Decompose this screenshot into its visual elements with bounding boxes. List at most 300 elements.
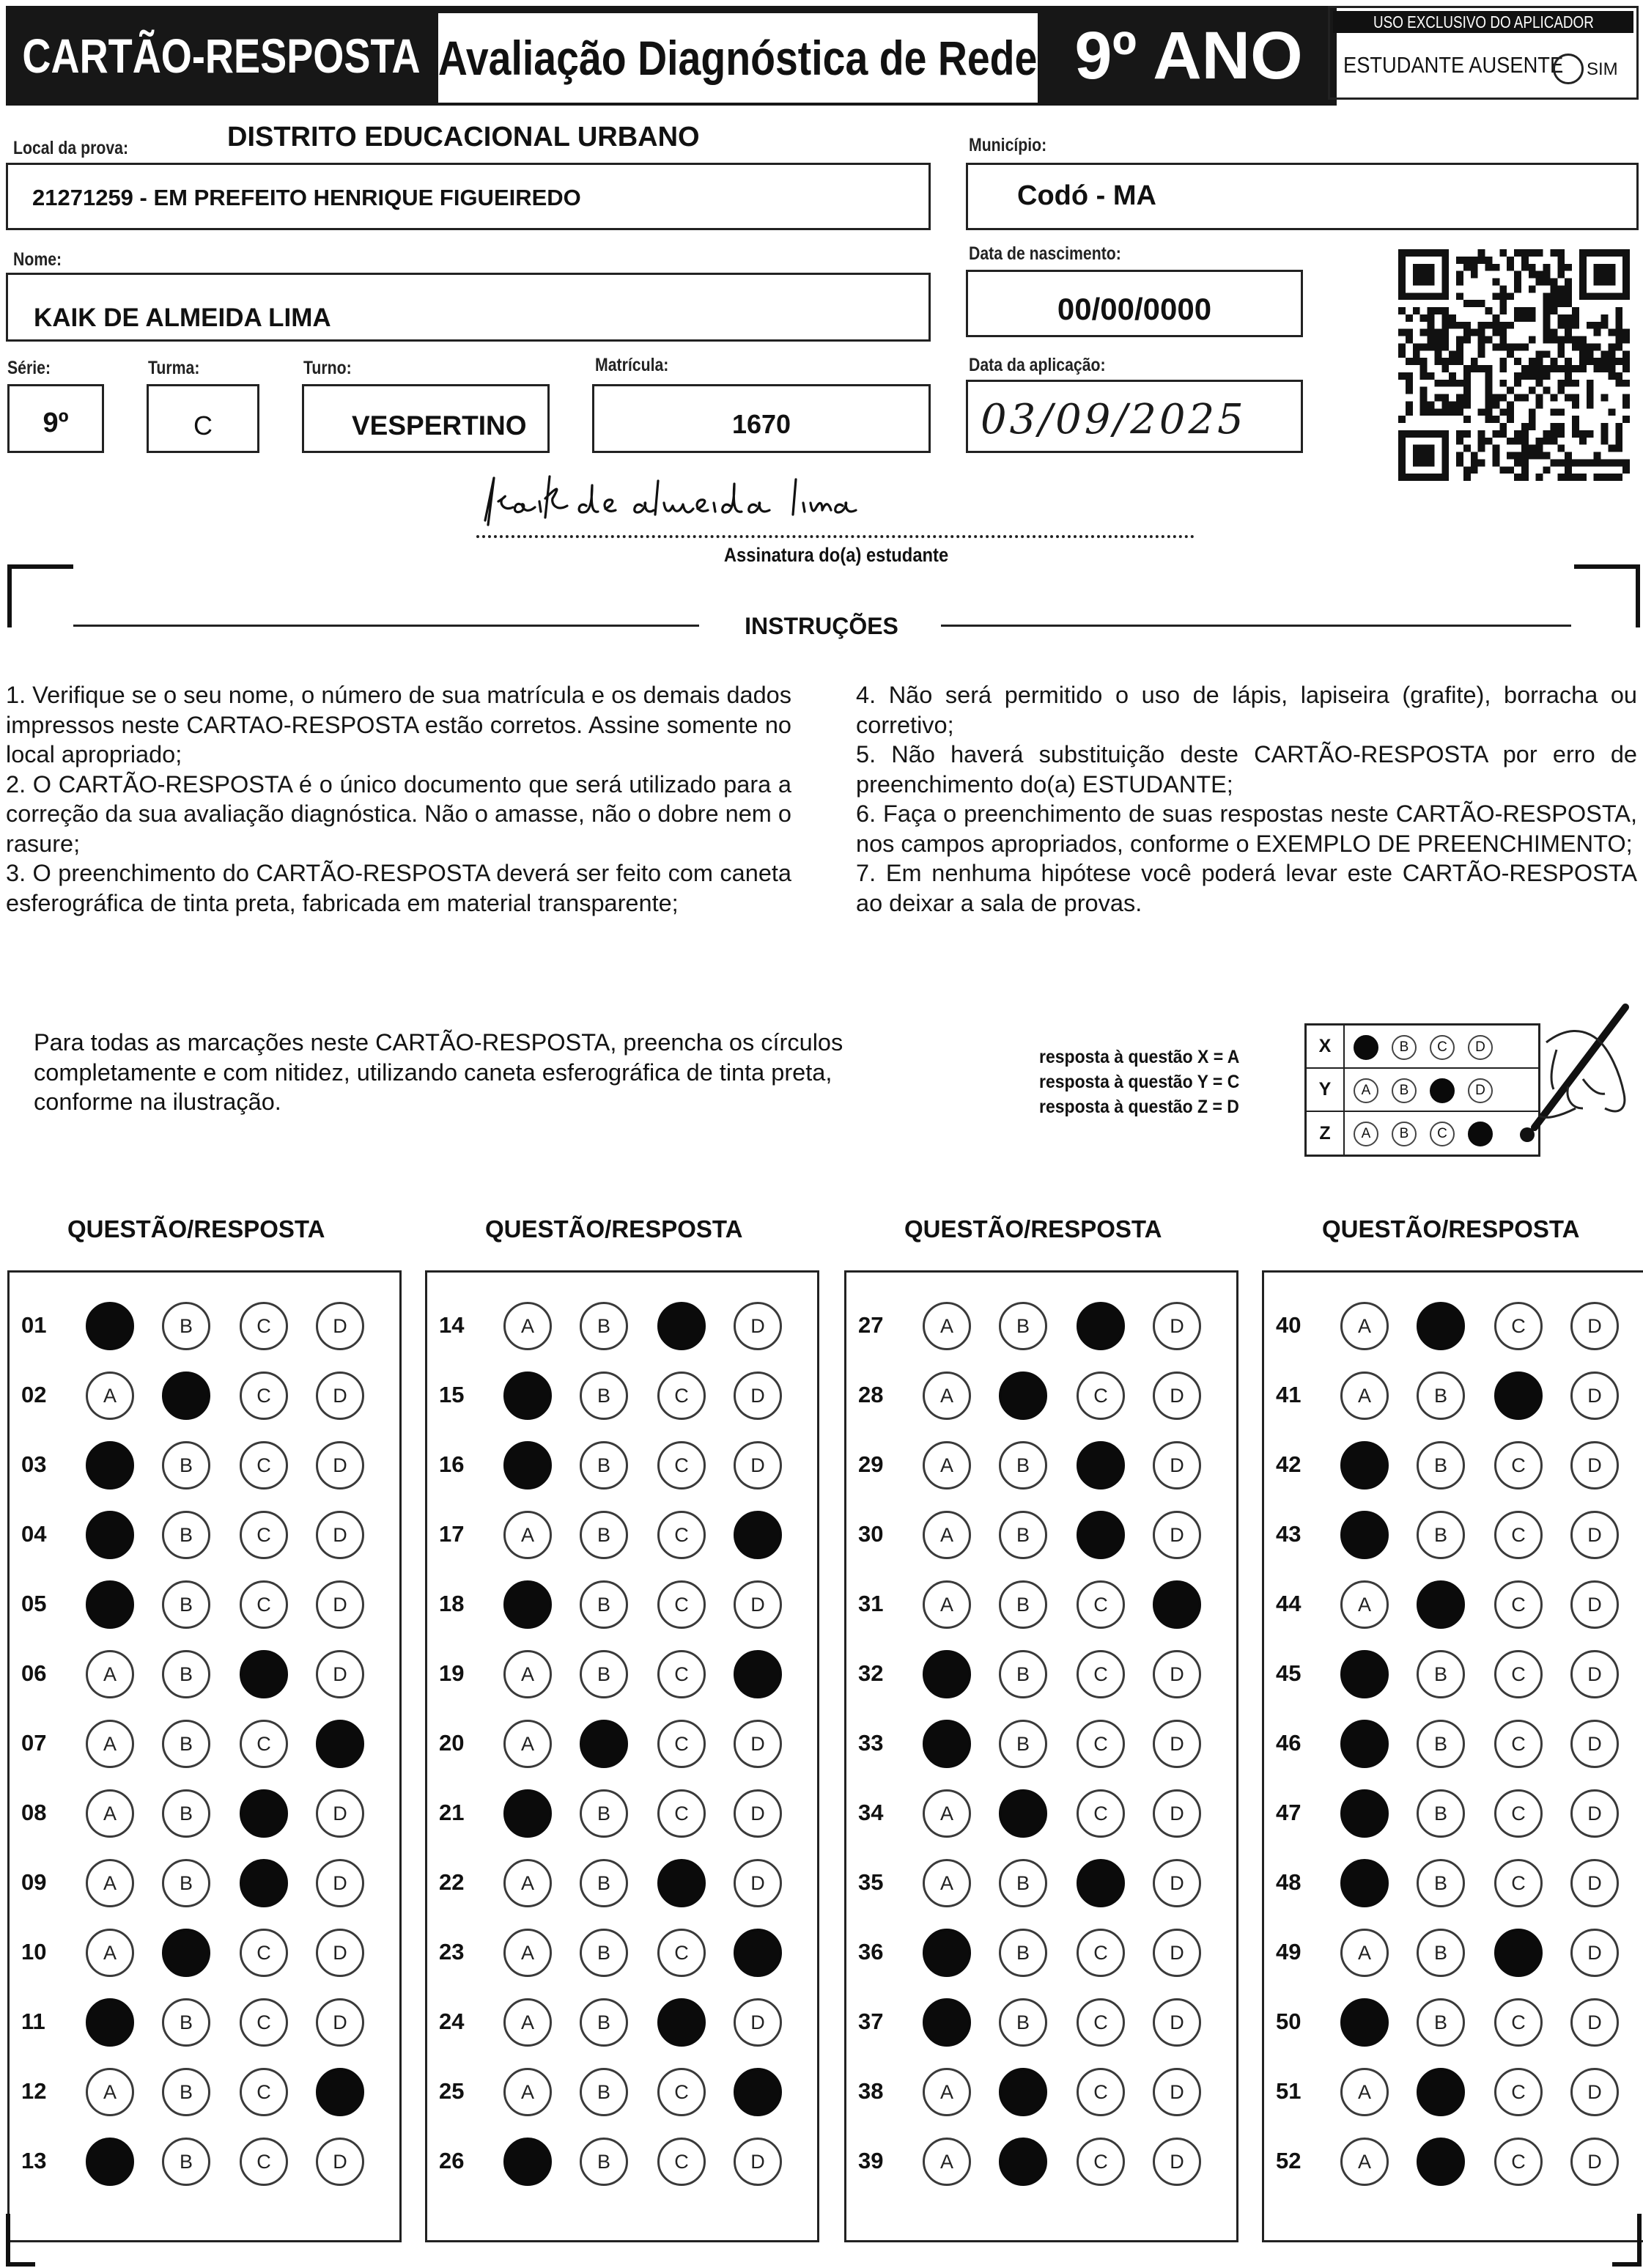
qr-module [1543,350,1551,358]
answer-bubble-c[interactable]: C [657,1720,706,1768]
answer-bubble-d[interactable]: D [734,1302,782,1350]
answer-bubble-b[interactable] [999,2138,1047,2186]
answer-bubble-d[interactable] [316,1720,364,1768]
answer-bubble-c[interactable]: C [1077,1650,1125,1698]
answer-bubble-d[interactable]: D [1570,2068,1619,2116]
answer-bubble-a[interactable] [86,1580,134,1629]
answer-bubble-a[interactable] [1340,1998,1389,2047]
answer-bubble-c[interactable]: C [240,1302,288,1350]
answer-bubble-d[interactable]: D [1570,1372,1619,1420]
qr-module [1499,466,1507,474]
answer-row [846,1576,1236,1635]
answer-bubble-d[interactable] [1153,1580,1201,1629]
qr-module [1492,459,1499,466]
answer-bubble-c[interactable]: C [240,2138,288,2186]
answer-bubble-c[interactable] [240,1789,288,1838]
qr-module [1601,394,1609,402]
answer-bubble-a[interactable]: A [923,2068,971,2116]
qr-module [1507,452,1514,460]
answer-bubble-d[interactable]: D [1153,1302,1201,1350]
answer-bubble-a[interactable]: A [923,1302,971,1350]
answer-bubble-c[interactable]: C [1077,1998,1125,2047]
answer-bubble-c[interactable]: C [240,1441,288,1490]
qr-module [1587,380,1594,387]
answer-bubble-c[interactable]: C [657,1511,706,1559]
answer-bubble-b[interactable] [999,2068,1047,2116]
qr-module [1420,394,1428,402]
answer-bubble-b[interactable]: B [1417,1789,1465,1838]
answer-bubble-a[interactable] [503,2138,552,2186]
answer-bubble-a[interactable]: A [1340,2138,1389,2186]
answer-bubble-c[interactable]: C [1077,1720,1125,1768]
answer-bubble-d[interactable]: D [316,1580,364,1629]
answer-bubble-d[interactable]: D [1153,1511,1201,1559]
answer-bubble-a[interactable] [86,1998,134,2047]
answer-bubble-c[interactable] [1077,1511,1125,1559]
qr-module [1608,445,1615,452]
answer-bubble-d[interactable]: D [1153,1998,1201,2047]
answer-bubble-d[interactable]: D [1153,1650,1201,1698]
instructions-right [856,680,1637,918]
answer-bubble-d[interactable]: D [316,1441,364,1490]
qr-module [1543,387,1551,394]
answer-bubble-a[interactable]: A [503,1998,552,2047]
qr-module [1478,408,1485,416]
answer-bubble-b[interactable]: B [162,1859,210,1907]
answer-bubble-a[interactable] [503,1372,552,1420]
qr-module [1543,365,1551,372]
answer-bubble-d[interactable]: D [316,1998,364,2047]
answer-bubble-c[interactable] [657,1859,706,1907]
qr-module [1565,474,1572,481]
answer-row [10,1994,399,2052]
qr-module [1456,358,1463,365]
qr-module [1521,264,1529,271]
answer-bubble-a[interactable]: A [503,1859,552,1907]
qr-module [1594,264,1616,286]
answer-bubble-d[interactable]: D [1570,1998,1619,2047]
qr-module [1449,314,1456,322]
qr-module [1499,365,1507,372]
answer-bubble-c[interactable]: C [240,1929,288,1977]
answer-bubble-a[interactable]: A [86,1650,134,1698]
answer-bubble-c[interactable]: C [657,1789,706,1838]
corner-bottom-right [1612,2214,1642,2267]
answer-bubble-d[interactable]: D [734,1789,782,1838]
answer-bubble-a[interactable] [1340,1720,1389,1768]
answer-bubble-c[interactable]: C [1494,1441,1543,1490]
answer-bubble-b[interactable]: B [1417,1511,1465,1559]
answer-bubble-d[interactable]: D [1570,2138,1619,2186]
answer-bubble-d[interactable]: D [1570,1511,1619,1559]
answer-bubble-b[interactable]: B [580,1789,628,1838]
answer-bubble-b[interactable]: B [162,1302,210,1350]
answer-bubble-b[interactable] [162,1929,210,1977]
answer-bubble-c[interactable]: C [1494,2068,1543,2116]
answer-bubble-b[interactable]: B [1417,1372,1465,1420]
answer-bubble-a[interactable] [923,1650,971,1698]
qr-module [1543,271,1551,279]
answer-bubble-c[interactable] [240,1859,288,1907]
answer-row [10,1367,399,1426]
answer-row [1264,2063,1643,2122]
answer-bubble-b[interactable]: B [1417,1859,1465,1907]
answer-bubble-b[interactable]: B [580,2138,628,2186]
qr-module [1441,380,1449,387]
answer-bubble-a[interactable]: A [923,1580,971,1629]
qr-module [1608,459,1615,466]
answer-bubble-a[interactable]: A [923,1511,971,1559]
answer-bubble-c[interactable]: C [657,1580,706,1629]
answer-bubble-c[interactable] [240,1650,288,1698]
qr-module [1499,408,1507,416]
answer-bubble-c[interactable]: C [1494,1650,1543,1698]
answer-bubble-d[interactable]: D [1153,1372,1201,1420]
qr-module [1428,322,1435,329]
qr-module [1441,343,1449,350]
answer-bubble-b[interactable]: B [999,1511,1047,1559]
answer-bubble-a[interactable]: A [923,2138,971,2186]
answer-bubble-a[interactable] [1340,1441,1389,1490]
qr-module [1428,372,1435,380]
qr-module [1550,408,1557,416]
answer-bubble-b[interactable]: B [1417,1441,1465,1490]
qr-module [1615,358,1622,365]
answer-bubble-a[interactable] [86,1441,134,1490]
answer-bubble-a[interactable]: A [86,1720,134,1768]
answer-bubble-a[interactable]: A [503,2068,552,2116]
answer-bubble-d[interactable]: D [316,1929,364,1977]
answer-bubble-c[interactable]: C [1494,1580,1543,1629]
answer-bubble-d[interactable]: D [1570,1789,1619,1838]
answer-bubble-b[interactable]: B [162,1720,210,1768]
answer-bubble-c[interactable]: C [1494,2138,1543,2186]
answer-bubble-d[interactable]: D [1570,1441,1619,1490]
answer-bubble-c[interactable]: C [1494,1859,1543,1907]
answer-bubble-b[interactable] [580,1720,628,1768]
answer-bubble-d[interactable] [734,2068,782,2116]
qr-module [1485,365,1493,372]
answer-bubble-b[interactable]: B [162,1441,210,1490]
answer-bubble-b[interactable] [999,1789,1047,1838]
answer-bubble-d[interactable] [734,1929,782,1977]
answer-bubble-c[interactable] [657,1998,706,2047]
answer-bubble-c[interactable]: C [657,2138,706,2186]
answer-bubble-a[interactable] [86,2138,134,2186]
answer-bubble-d[interactable]: D [1153,2138,1201,2186]
answer-bubble-a[interactable]: A [503,1929,552,1977]
qr-module [1579,459,1587,466]
answer-bubble-c[interactable]: C [657,2068,706,2116]
question-number: 49 [1276,1939,1302,1965]
answer-bubble-b[interactable] [1417,1302,1465,1350]
answer-bubble-a[interactable] [1340,1650,1389,1698]
qr-module [1594,474,1601,481]
qr-module [1428,329,1435,336]
answer-bubble-b[interactable] [162,1372,210,1420]
answer-bubble-a[interactable]: A [503,1511,552,1559]
answer-bubble-d[interactable]: D [316,1789,364,1838]
answer-bubble-c[interactable]: C [240,1372,288,1420]
answer-bubble-c[interactable]: C [240,2068,288,2116]
answer-bubble-c[interactable]: C [657,1372,706,1420]
answer-bubble-b[interactable]: B [162,1998,210,2047]
answer-bubble-a[interactable] [923,1929,971,1977]
question-number: 07 [21,1730,47,1756]
answer-bubble-a[interactable] [503,1580,552,1629]
qr-module [1565,314,1572,322]
answer-bubble-a[interactable] [923,1720,971,1768]
qr-module [1413,445,1435,467]
answer-bubble-c[interactable]: C [1494,1302,1543,1350]
qr-module [1622,329,1630,336]
qr-module [1587,394,1594,402]
qr-module [1471,300,1478,307]
answer-bubble-c[interactable]: C [240,1580,288,1629]
answer-bubble-b[interactable]: B [999,1650,1047,1698]
answer-bubble-d[interactable]: D [1153,1441,1201,1490]
answer-bubble-d[interactable]: D [1570,1650,1619,1698]
qr-module [1441,408,1449,416]
answer-bubble-d[interactable]: D [734,1720,782,1768]
answer-bubble-c[interactable]: C [240,1720,288,1768]
answer-bubble-c[interactable] [1494,1372,1543,1420]
answer-bubble-c[interactable]: C [240,1998,288,2047]
answer-bubble-c[interactable] [657,1302,706,1350]
qr-module [1499,285,1507,292]
answer-bubble-b[interactable]: B [162,2068,210,2116]
answer-bubble-a[interactable]: A [923,1372,971,1420]
answer-bubble-a[interactable] [86,1302,134,1350]
answer-bubble-a[interactable]: A [923,1859,971,1907]
qr-module [1565,292,1572,300]
answer-bubble-c[interactable]: C [1077,1372,1125,1420]
answer-bubble-d[interactable]: D [316,2138,364,2186]
absent-label: ESTUDANTE AUSENTE [1343,52,1564,78]
qr-module [1608,358,1615,365]
qr-module [1514,285,1521,292]
answer-bubble-c[interactable]: C [1077,2138,1125,2186]
answer-bubble-b[interactable]: B [999,1859,1047,1907]
answer-bubble-c[interactable]: C [657,1650,706,1698]
qr-module [1615,314,1622,322]
answer-bubble-b[interactable] [999,1372,1047,1420]
answer-bubble-c[interactable] [1494,1929,1543,1977]
answer-row [10,1297,399,1356]
answer-bubble-a[interactable]: A [1340,1372,1389,1420]
answer-bubble-b[interactable]: B [162,1789,210,1838]
qr-module [1514,279,1521,286]
answer-bubble-a[interactable]: A [503,1302,552,1350]
qr-module [1492,401,1499,408]
answer-bubble-d[interactable]: D [316,1372,364,1420]
qr-module [1572,343,1579,350]
qr-module [1557,271,1565,279]
answer-bubble-b[interactable]: B [999,1441,1047,1490]
qr-module [1434,394,1441,402]
qr-module [1485,307,1493,314]
answer-bubble-b[interactable]: B [1417,1929,1465,1977]
answer-bubble-d[interactable]: D [1570,1859,1619,1907]
answer-bubble-c[interactable] [1077,1302,1125,1350]
answer-bubble-b[interactable]: B [580,1580,628,1629]
answer-bubble-d[interactable]: D [1153,1720,1201,1768]
qr-module [1434,343,1441,350]
answer-bubble-b[interactable]: B [1417,1650,1465,1698]
answer-bubble-b[interactable]: B [580,1859,628,1907]
qr-module [1557,300,1565,307]
qr-module [1587,322,1594,329]
answer-bubble-a[interactable]: A [923,1441,971,1490]
qr-module [1557,423,1565,430]
qr-module [1463,264,1471,271]
answer-bubble-b[interactable]: B [580,1929,628,1977]
answer-bubble-c[interactable] [1077,1441,1125,1490]
answer-bubble-a[interactable]: A [923,1789,971,1838]
answer-bubble-b[interactable]: B [580,1372,628,1420]
question-number: 44 [1276,1591,1302,1616]
answer-bubble-c[interactable]: C [1077,1929,1125,1977]
qr-module [1471,271,1478,279]
answer-bubble-c[interactable]: C [1494,1998,1543,2047]
answer-bubble-a[interactable] [923,1998,971,2047]
answer-bubble-c[interactable]: C [1077,1789,1125,1838]
answer-bubble-a[interactable]: A [86,2068,134,2116]
answer-bubble-c[interactable] [1077,1859,1125,1907]
qr-module [1398,307,1406,314]
answer-bubble-c[interactable]: C [1494,1720,1543,1768]
qr-module [1536,372,1543,380]
qr-module [1594,459,1601,466]
answer-bubble-b[interactable]: B [580,1650,628,1698]
answer-bubble-d[interactable]: D [1153,1929,1201,1977]
answer-bubble-d[interactable]: D [734,1998,782,2047]
answer-bubble-a[interactable] [503,1789,552,1838]
answer-bubble-b[interactable]: B [999,1929,1047,1977]
answer-bubble-a[interactable] [1340,1859,1389,1907]
answer-bubble-b[interactable]: B [999,1720,1047,1768]
answer-bubble-d[interactable]: D [316,1650,364,1698]
answer-bubble-b[interactable]: B [580,2068,628,2116]
answer-bubble-a[interactable]: A [503,1650,552,1698]
qr-module [1463,394,1471,402]
answer-bubble-a[interactable]: A [1340,1929,1389,1977]
answer-bubble-b[interactable]: B [580,1441,628,1490]
answer-bubble-c[interactable]: C [1077,1580,1125,1629]
answer-bubble-d[interactable]: D [316,1859,364,1907]
qr-module [1572,314,1579,322]
answer-bubble-d[interactable]: D [734,2138,782,2186]
answer-bubble-b[interactable]: B [162,1511,210,1559]
answer-bubble-a[interactable]: A [86,1929,134,1977]
qr-module [1579,336,1587,344]
answer-bubble-a[interactable] [86,1511,134,1559]
qr-module [1543,322,1551,329]
qr-module [1478,430,1485,438]
answer-bubble-d[interactable]: D [1153,1859,1201,1907]
answer-row [427,1506,817,1565]
answer-bubble-d[interactable]: D [734,1859,782,1907]
qr-module [1579,438,1587,445]
answer-bubble-b[interactable]: B [999,1302,1047,1350]
answer-bubble-a[interactable]: A [86,1859,134,1907]
answer-bubble-b[interactable]: B [580,1302,628,1350]
qr-module [1428,314,1435,322]
answer-bubble-d[interactable]: D [316,1302,364,1350]
answer-bubble-d[interactable]: D [1153,2068,1201,2116]
answer-bubble-d[interactable]: D [1570,1580,1619,1629]
answer-bubble-c[interactable]: C [1494,1511,1543,1559]
answer-bubble-c[interactable]: C [1494,1789,1543,1838]
answer-bubble-d[interactable] [734,1511,782,1559]
answer-bubble-c[interactable]: C [657,1929,706,1977]
question-number: 19 [439,1660,465,1686]
qr-module [1608,350,1615,358]
answer-bubble-b[interactable]: B [162,2138,210,2186]
qr-module [1622,380,1630,387]
answer-bubble-a[interactable]: A [1340,1302,1389,1350]
answer-bubble-a[interactable] [1340,1789,1389,1838]
absent-bubble[interactable] [1553,54,1584,84]
qr-module [1543,438,1551,445]
answer-bubble-a[interactable] [1340,1511,1389,1559]
answer-bubble-a[interactable]: A [86,1789,134,1838]
answer-bubble-b[interactable] [1417,1580,1465,1629]
answer-bubble-a[interactable] [503,1441,552,1490]
answer-bubble-d[interactable]: D [1570,1720,1619,1768]
question-number: 06 [21,1660,47,1686]
answer-bubble-c[interactable]: C [1077,2068,1125,2116]
answer-bubble-a[interactable]: A [86,1372,134,1420]
answer-bubble-a[interactable]: A [1340,2068,1389,2116]
answer-bubble-c[interactable]: C [240,1511,288,1559]
answer-bubble-a[interactable]: A [1340,1580,1389,1629]
answer-bubble-a[interactable]: A [503,1720,552,1768]
answer-bubble-b[interactable]: B [162,1580,210,1629]
answer-bubble-b[interactable]: B [999,1998,1047,2047]
answer-bubble-d[interactable]: D [734,1441,782,1490]
qr-module [1471,264,1478,271]
answer-bubble-b[interactable]: B [1417,1998,1465,2047]
answer-bubble-d[interactable]: D [316,1511,364,1559]
qr-module [1434,307,1441,314]
qr-module [1463,300,1471,307]
qr-module [1478,459,1485,466]
answer-bubble-b[interactable] [1417,2068,1465,2116]
answer-bubble-d[interactable]: D [1570,1302,1619,1350]
answer-bubble-d[interactable]: D [1570,1929,1619,1977]
answer-bubble-b[interactable]: B [580,1511,628,1559]
instruction-item: 1. Verifique se o seu nome, o número de sua matrícula e os demais dados impressos neste CARTAO-RESPOSTA estão corretos. Assine somente no local apropriado; [6,682,791,767]
answer-bubble-d[interactable]: D [734,1580,782,1629]
qr-module [1428,343,1435,350]
answer-bubble-c[interactable]: C [657,1441,706,1490]
qr-module [1601,322,1609,329]
answer-bubble-b[interactable]: B [999,1580,1047,1629]
answer-bubble-d[interactable]: D [1153,1789,1201,1838]
qr-module [1507,416,1514,423]
qr-module [1492,343,1499,350]
answer-bubble-b[interactable]: B [162,1650,210,1698]
answer-bubble-b[interactable] [1417,2138,1465,2186]
answer-bubble-d[interactable] [316,2068,364,2116]
qr-module [1529,336,1536,344]
answer-bubble-d[interactable]: D [734,1372,782,1420]
answer-bubble-b[interactable]: B [1417,1720,1465,1768]
answer-bubble-d[interactable] [734,1650,782,1698]
answer-bubble-b[interactable]: B [580,1998,628,2047]
qr-module [1514,358,1521,365]
